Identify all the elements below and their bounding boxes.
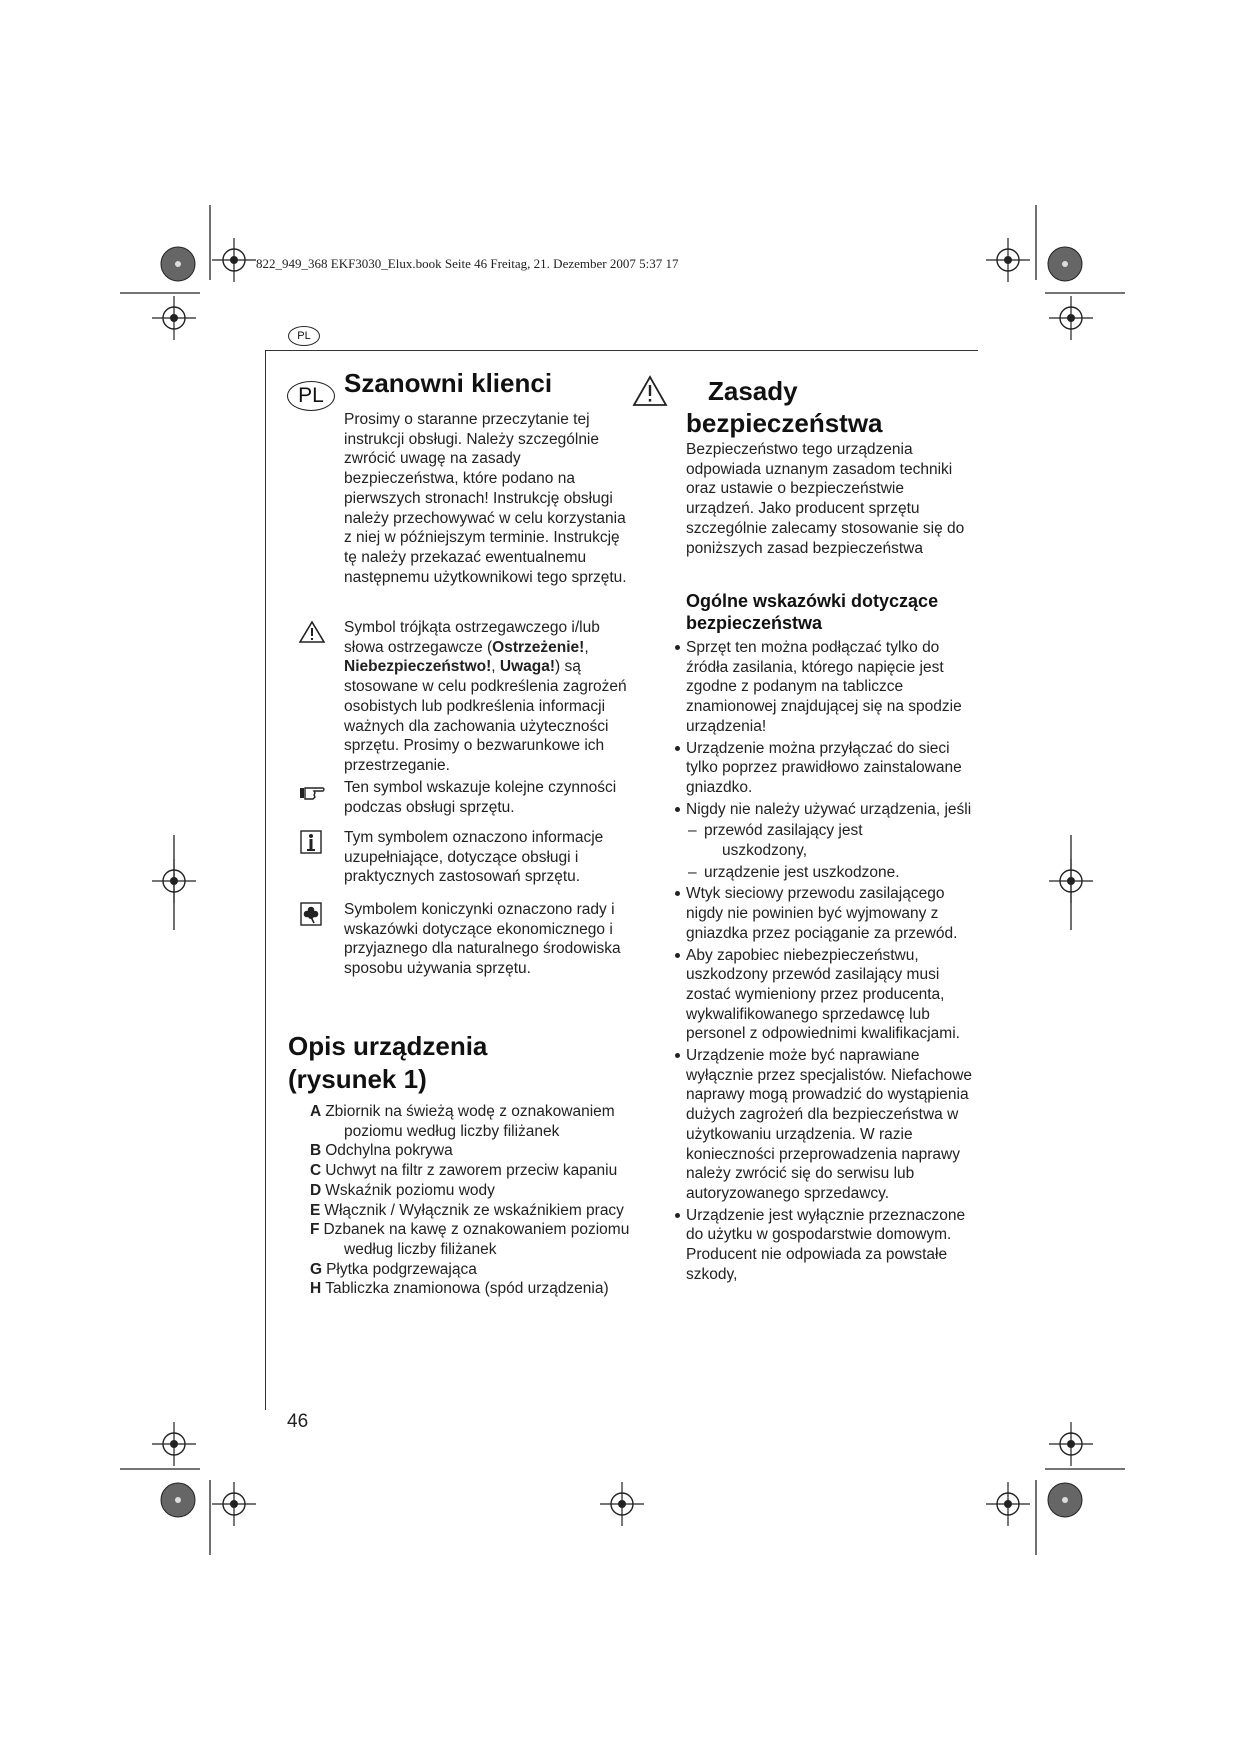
hand-symbol-description: Ten symbol wskazuje kolejne czynności podczas obsługi sprzętu.: [344, 779, 617, 816]
list-item: Wtyk sieciowy przewodu zasilającego nigdy nie powinien być wyjmowany z gniazdka przez pociąganie za przewód.: [672, 884, 976, 943]
print-header: 822_949_368 EKF3030_Elux.book Seite 46 Freitag, 21. Dezember 2007 5:37 17: [256, 256, 679, 271]
item-text: Dzbanek na kawę z oznakowaniem poziomu według liczby filiżanek: [323, 1221, 630, 1258]
section-title-safety: Zasady bezpieczeństwa: [686, 376, 883, 438]
section-title-customers: Szanowni klienci: [344, 368, 553, 398]
item-key: C: [310, 1162, 322, 1180]
item-text: Tabliczka znamionowa (spód urządzenia): [325, 1280, 609, 1298]
list-item: [310, 1279, 630, 1299]
list-subitem: – przewód zasilający jest uszkodzony,: [672, 821, 976, 860]
pointing-hand-icon: [299, 780, 325, 804]
page-number: 46: [287, 1411, 309, 1432]
warning-symbol-description: Symbol trójkąta ostrzegawczego i/lub słowa ostrzegawcze (Ostrzeżenie!, Niebezpieczeństwo!, Uwaga!) są stosowane w celu podkreślenia zagrożeń osobistych lub podkreślenia informacji ważnych dla zachowania użyteczności sprzętu. Prosimy o bezwarunkowe ich przestrzeganie.: [344, 619, 627, 774]
info-symbol-description: Tym symbolem oznaczono informacje uzupełniające, dotyczące obsługi i praktycznych zastosowań sprzętu.: [344, 829, 604, 886]
warning-triangle-icon: [299, 620, 325, 644]
item-key: H: [310, 1280, 322, 1298]
warning-triangle-icon: [632, 375, 668, 407]
list-item: Sprzęt ten można podłączać tylko do źródła zasilania, którego napięcie jest zgodne z podanym na tabliczce znamionowej znajdującej się na spodzie urządzenia!: [672, 638, 976, 737]
clover-icon: [299, 902, 325, 926]
list-item: Nigdy nie należy używać urządzenia, jeśli: [672, 800, 976, 820]
parts-list: [310, 1102, 630, 1299]
list-item: [310, 1161, 630, 1181]
item-text: Płytka podgrzewająca: [326, 1260, 477, 1278]
item-text: Odchylna pokrywa: [325, 1142, 453, 1160]
intro-paragraph: Prosimy o staranne przeczytanie tej instrukcji obsługi. Należy szczególnie zwrócić uwagę na zasady bezpieczeństwa, które podano na pierwszych stronach! Instrukcję obsługi należy przechowywać w celu korzystania z niej w późniejszym terminie. Instrukcję tę należy przekazać ewentualnemu następnemu użytkownikowi tego sprzętu.: [344, 411, 627, 586]
language-badge-small: PL: [288, 326, 320, 346]
item-key: B: [310, 1142, 322, 1160]
list-item: [310, 1220, 630, 1259]
safety-bullet-list: [672, 638, 976, 1287]
item-text: Uchwyt na filtr z zaworem przeciw kapaniu: [325, 1162, 618, 1180]
language-badge: PL: [287, 381, 335, 411]
item-key: D: [310, 1181, 322, 1199]
info-icon: [299, 830, 325, 854]
list-item: Urządzenie może być naprawiane wyłącznie przez specjalistów. Niefachowe naprawy mogą prowadzić do wystąpienia dużych zagrożeń dla bezpieczeństwa w użytkowaniu urządzenia. W razie konieczności przeprowadzenia naprawy należy zwrócić się do serwisu lub autoryzowanego sprzedawcy.: [672, 1046, 976, 1204]
item-key: F: [310, 1221, 320, 1239]
section-title-description: Opis urządzenia (rysunek 1): [288, 1031, 488, 1094]
safety-intro-paragraph: Bezpieczeństwo tego urządzenia odpowiada uznanym zasadom techniki oraz ustawie o bezpieczeństwie urządzeń. Jako producent sprzętu szczególnie zalecamy stosowanie się do poniższych zasad bezpieczeństwa: [686, 441, 965, 557]
clover-symbol-description: Symbolem koniczynki oznaczono rady i wskazówki dotyczące ekonomicznego i przyjaznego dla naturalnego środowiska sposobu używania sprzętu.: [344, 901, 621, 978]
list-item: [310, 1181, 630, 1201]
list-item: [310, 1141, 630, 1161]
item-key: E: [310, 1201, 321, 1219]
item-key: A: [310, 1103, 322, 1120]
item-text: Zbiornik na świeżą wodę z oznakowaniem poziomu według liczby filiżanek: [325, 1103, 615, 1140]
list-item: Urządzenie można przyłączać do sieci tylko poprzez prawidłowo zainstalowane gniazdko.: [672, 739, 976, 798]
list-item: [310, 1260, 630, 1280]
list-subitem: – urządzenie jest uszkodzone.: [672, 863, 976, 883]
list-item: Urządzenie jest wyłącznie przeznaczone do użytku w gospodarstwie domowym. Producent nie odpowiada za powstałe szkody,: [672, 1206, 976, 1285]
top-rule: [265, 350, 978, 351]
item-text: Włącznik / Wyłącznik ze wskaźnikiem pracy: [324, 1201, 624, 1219]
list-item: [310, 1201, 630, 1221]
safety-subtitle: Ogólne wskazówki dotyczące bezpieczeństwa: [686, 591, 939, 633]
left-rule: [265, 350, 266, 1410]
list-item: [310, 1102, 630, 1141]
list-item: Aby zapobiec niebezpieczeństwu, uszkodzony przewód zasilający musi zostać wymieniony przez producenta, wykwalifikowanego sprzedawcę lub personel z odpowiednimi kwalifikacjami.: [672, 946, 976, 1045]
item-key: G: [310, 1260, 323, 1278]
item-text: Wskaźnik poziomu wody: [325, 1181, 495, 1199]
